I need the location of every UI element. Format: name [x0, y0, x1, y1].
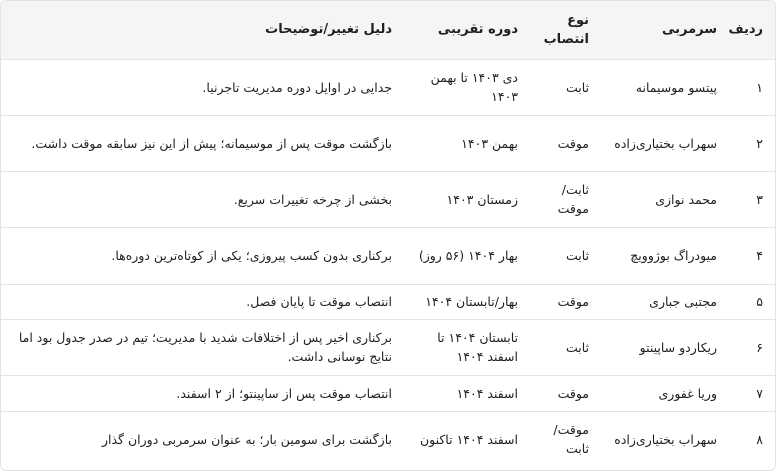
cell-reason: بازگشت موقت پس از موسیمانه؛ پیش از این نیز سابقه موقت داشت.: [31, 135, 392, 151]
cell-index: ۵: [756, 294, 763, 309]
cell-index: ۲: [756, 135, 763, 151]
header-coach: سرمربی: [661, 22, 717, 38]
table-row: [1, 411, 775, 467]
cell-type: ثابت: [565, 79, 589, 95]
cell-coach: سهراب بختیاری‌زاده: [614, 431, 717, 447]
cell-coach: پیتسو موسیمانه: [635, 79, 717, 95]
cell-reason: بازگشت برای سومین بار؛ به عنوان سرمربی دوران گذار: [101, 431, 392, 447]
cell-coach: سهراب بختیاری‌زاده: [614, 135, 717, 151]
cell-index: ۴: [756, 248, 763, 263]
cell-index: ۱: [756, 79, 763, 95]
table-row: [1, 59, 775, 115]
table-body: [1, 59, 775, 467]
cell-reason: انتصاب موقت پس از ساپینتو؛ از ۲ اسفند.: [176, 385, 392, 401]
header-index: ردیف: [728, 22, 763, 38]
cell-period: بهار/تابستان ۱۴۰۴: [425, 294, 518, 309]
table-header: [1, 1, 775, 59]
cell-reason: بخشی از چرخه تغییرات سریع.: [233, 191, 392, 207]
table-row: [1, 284, 775, 319]
cell-reason: جدایی در اوایل دوره مدیریت تاجرنیا.: [202, 79, 392, 95]
cell-type: ثابت/موقت: [557, 182, 589, 216]
coaches-table: [1, 1, 775, 467]
cell-reason: انتصاب موقت تا پایان فصل.: [246, 294, 392, 309]
cell-period: زمستان ۱۴۰۳: [446, 191, 518, 207]
cell-period: بهار ۱۴۰۴ (۵۶ روز): [418, 248, 518, 263]
cell-period: اسفند ۱۴۰۴ تاکنون: [419, 431, 518, 447]
cell-period: تابستان ۱۴۰۴ تا اسفند ۱۴۰۴: [437, 330, 518, 364]
header-period: دوره تقریبی: [437, 22, 518, 38]
cell-reason: برکناری بدون کسب پیروزی؛ یکی از کوتاه‌ترین دوره‌ها.: [111, 248, 392, 263]
header-row: [1, 1, 775, 59]
table-row: [1, 227, 775, 284]
cell-type: موقت/ثابت: [553, 422, 589, 457]
header-reason: دلیل تغییر/توضیحات: [265, 22, 392, 38]
table-row: [1, 115, 775, 171]
table-row: [1, 375, 775, 411]
cell-type: ثابت: [565, 339, 589, 355]
table-row: [1, 319, 775, 375]
cell-index: ۳: [756, 191, 763, 207]
cell-period: اسفند ۱۴۰۴: [456, 385, 518, 401]
cell-period: دی ۱۴۰۳ تا بهمن ۱۴۰۳: [430, 70, 518, 104]
cell-type: موقت: [557, 385, 589, 401]
header-type: نوع انتصاب: [543, 12, 589, 47]
cell-period: بهمن ۱۴۰۳: [461, 135, 518, 151]
cell-coach: میودراگ بوژوویچ: [630, 248, 717, 263]
cell-index: ۶: [756, 339, 763, 355]
cell-type: موقت: [557, 135, 589, 151]
cell-reason: برکناری اخیر پس از اختلافات شدید با مدیریت؛ تیم در صدر جدول بود اما نتایج نوسانی داشت.: [18, 330, 392, 364]
table-row: [1, 171, 775, 227]
cell-type: ثابت: [565, 248, 589, 263]
cell-index: ۸: [756, 431, 763, 447]
cell-coach: مجتبی جباری: [649, 294, 717, 309]
cell-coach: ریکاردو ساپینتو: [639, 339, 717, 355]
cell-index: ۷: [756, 385, 763, 401]
cell-coach: محمد نوازی: [655, 191, 717, 207]
cell-type: موقت: [557, 294, 589, 309]
cell-coach: وریا غفوری: [658, 385, 717, 401]
